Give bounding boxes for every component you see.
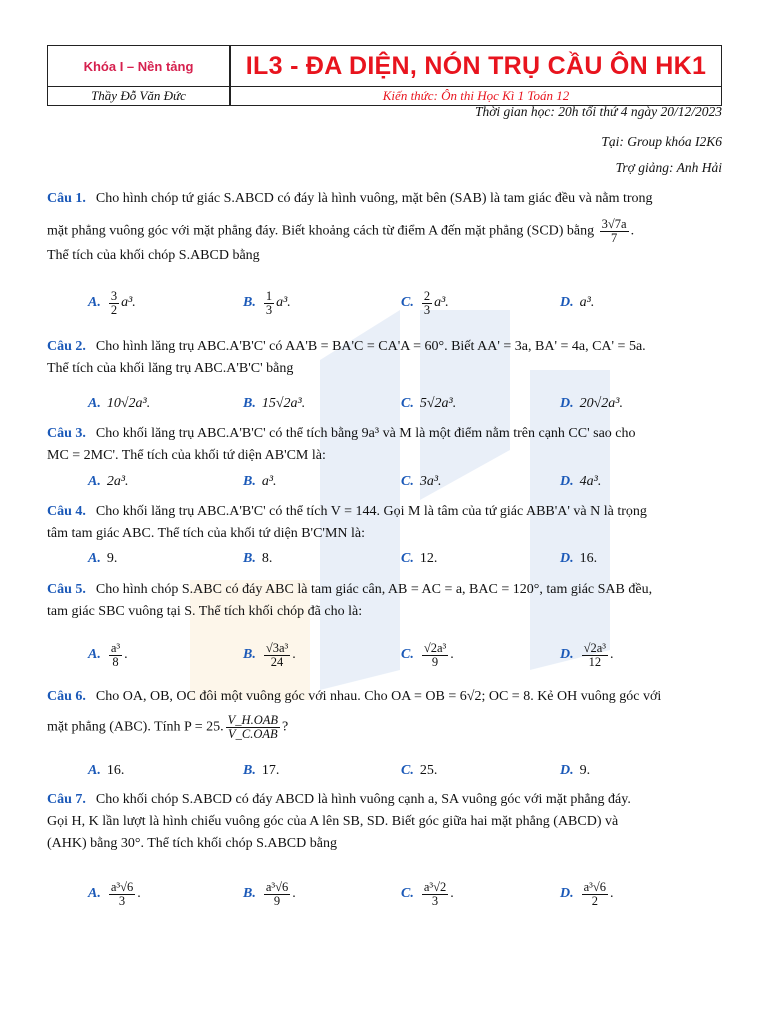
question-3	[47, 423, 722, 467]
header-table	[47, 45, 722, 106]
question-text: tâm tam giác ABC. Thể tích của khối tứ diện B'C'MN là:	[47, 526, 365, 541]
question-label: Câu 1.	[47, 191, 86, 206]
question-text: Gọi H, K lần lượt là hình chiếu vuông góc của A lên SB, SD. Biết góc giữa hai mặt phẳng (ABCD) và	[47, 814, 619, 829]
options-3	[88, 465, 728, 499]
question-text: (AHK) bằng 30°. Thể tích khối chóp S.ABCD bằng	[47, 836, 337, 851]
option-b[interactable]: B. $\frac{1}{3}$ a³.	[243, 288, 291, 317]
option-d[interactable]: D. $\frac{\text{√2a³}}{12}$ .	[560, 640, 614, 669]
question-text: Cho hình chóp tứ giác S.ABCD có đáy là hình vuông, mặt bên (SAB) là tam giác đều và nằm trong	[95, 191, 653, 206]
course-name: Khóa I – Nền tảng	[83, 58, 194, 74]
question-1: Câu 1. Cho hình chóp tứ giác S.ABCD có đáy là hình vuông, mặt bên (SAB) là tam giác đều và nằm trong mặt phẳng vuông góc với mặt phẳng đáy. Biết khoảng cách từ điểm A đến mặt phẳng (SCD) bằng $\frac{3√7a}{7}$ . Thể tích của khối chóp S.ABCD bằng	[47, 191, 653, 263]
option-b[interactable]: B. $\frac{\text{√3a³}}{24}$ .	[243, 640, 296, 669]
question-6: Câu 6. Cho OA, OB, OC đôi một vuông góc với nhau. Cho OA = OB = 6√2; OC = 8. Kẻ OH vuông góc với mặt phẳng (ABC). Tính P = 25. $\frac{\text{V\_H.OAB}}{\text{V\_C.OAB}}$ ?	[47, 689, 662, 741]
option-a[interactable]: A. $\frac{\text{a³}}{8}$ .	[88, 640, 128, 669]
option-b[interactable]: B. 8.	[243, 551, 273, 566]
question-text: Cho khối lăng trụ ABC.A'B'C' có thể tích V = 144. Gọi M là tâm của tứ giác ABB'A' và N là trọng	[95, 504, 647, 519]
option-c[interactable]: C. $\frac{\text{a³√2}}{3}$ .	[401, 879, 454, 908]
option-a[interactable]: A. 10√2a³.	[88, 396, 151, 411]
options-6	[88, 754, 728, 788]
option-d[interactable]: D. 16.	[560, 551, 598, 566]
option-c[interactable]: C. 25.	[401, 763, 438, 778]
question-5	[47, 579, 722, 623]
question-text: Cho hình lăng trụ ABC.A'B'C' có AA'B = BA'C = CA'A = 60°. Biết AA' = 3a, BA' = 4a, CA' = 5a.	[95, 339, 646, 354]
option-d[interactable]: D. 20√2a³.	[560, 396, 624, 411]
question-label: Câu 3.	[47, 426, 86, 441]
question-text: MC = 2MC'. Thể tích của khối tứ diện AB'CM là:	[47, 448, 326, 463]
fraction: $\frac{\text{V\_H.OAB}}{\text{V\_C.OAB}}$	[227, 713, 279, 741]
meta-place: Tại: Group khóa I2K6	[601, 134, 722, 149]
option-c[interactable]: C. $\frac{\text{√2a³}}{9}$ .	[401, 640, 454, 669]
fraction: $\frac{3√7a}{7}$	[601, 217, 627, 245]
option-a[interactable]: A. $\frac{3}{2}$ a³.	[88, 288, 136, 317]
question-text: Cho khối lăng trụ ABC.A'B'C' có thể tích bằng 9a³ và M là một điểm nằm trên cạnh CC' sao cho	[95, 426, 636, 441]
meta-assistant: Trợ giảng: Anh Hải	[615, 160, 722, 175]
question-4	[47, 501, 722, 545]
option-c[interactable]: C. 5√2a³.	[401, 396, 457, 411]
option-c[interactable]: C. $\frac{2}{3}$ a³.	[401, 288, 449, 317]
options-1	[88, 286, 728, 320]
option-b[interactable]: B. 15√2a³.	[243, 396, 306, 411]
option-c[interactable]: C. 12.	[401, 551, 438, 566]
options-5	[88, 638, 728, 672]
option-a[interactable]: A. 16.	[88, 763, 125, 778]
question-text: Cho khối chóp S.ABCD có đáy ABCD là hình vuông cạnh a, SA vuông góc với mặt phẳng đáy.	[95, 792, 631, 807]
question-2	[47, 336, 722, 380]
option-a[interactable]: A. 2a³.	[88, 474, 129, 489]
option-b[interactable]: B. a³.	[243, 474, 277, 489]
option-a[interactable]: A. $\frac{\text{a³√6}}{3}$ .	[88, 879, 141, 908]
question-7	[47, 789, 722, 855]
question-text: tam giác SBC vuông tại S. Thể tích khối chóp đã cho là:	[47, 604, 363, 619]
topic-line: Kiến thức: Ôn thi Học Kì 1 Toán 12	[382, 88, 570, 103]
meta-time: Thời gian học: 20h tối thứ 4 ngày 20/12/2023	[474, 104, 722, 119]
question-label: Câu 7.	[47, 792, 86, 807]
options-4	[88, 542, 728, 576]
option-a[interactable]: A. 9.	[88, 551, 118, 566]
question-label: Câu 4.	[47, 504, 86, 519]
question-label: Câu 6.	[47, 689, 86, 704]
options-2	[88, 387, 728, 421]
option-d[interactable]: D. 4a³.	[560, 474, 602, 489]
options-7	[88, 877, 728, 911]
option-c[interactable]: C. 3a³.	[401, 474, 442, 489]
question-label: Câu 2.	[47, 339, 86, 354]
question-label: Câu 5.	[47, 582, 86, 597]
question-text: Thể tích của khối chóp S.ABCD bằng	[47, 248, 260, 263]
question-text: Cho OA, OB, OC đôi một vuông góc với nhau. Cho OA = OB = 6√2; OC = 8. Kẻ OH vuông góc với	[95, 689, 662, 704]
question-text: mặt phẳng vuông góc với mặt phẳng đáy. Biết khoảng cách từ điểm A đến mặt phẳng (SCD) bằng	[47, 223, 595, 239]
option-d[interactable]: D. 9.	[560, 763, 591, 778]
document-title: IL3 - ĐA DIỆN, NÓN TRỤ CẦU ÔN HK1	[245, 51, 707, 80]
question-text: mặt phẳng (ABC). Tính P = 25.	[47, 719, 224, 735]
option-d[interactable]: D. $\frac{\text{a³√6}}{2}$ .	[560, 879, 614, 908]
option-b[interactable]: B. $\frac{\text{a³√6}}{9}$ .	[243, 879, 296, 908]
option-d[interactable]: D. a³.	[560, 295, 595, 310]
option-b[interactable]: B. 17.	[243, 763, 280, 778]
question-text: Thể tích của khối lăng trụ ABC.A'B'C' bằng	[47, 361, 294, 376]
question-text: Cho hình chóp S.ABC có đáy ABC là tam giác cân, AB = AC = a, BAC = 120°, tam giác SAB đều,	[95, 582, 653, 597]
teacher-name: Thầy Đỗ Văn Đức	[91, 88, 186, 103]
